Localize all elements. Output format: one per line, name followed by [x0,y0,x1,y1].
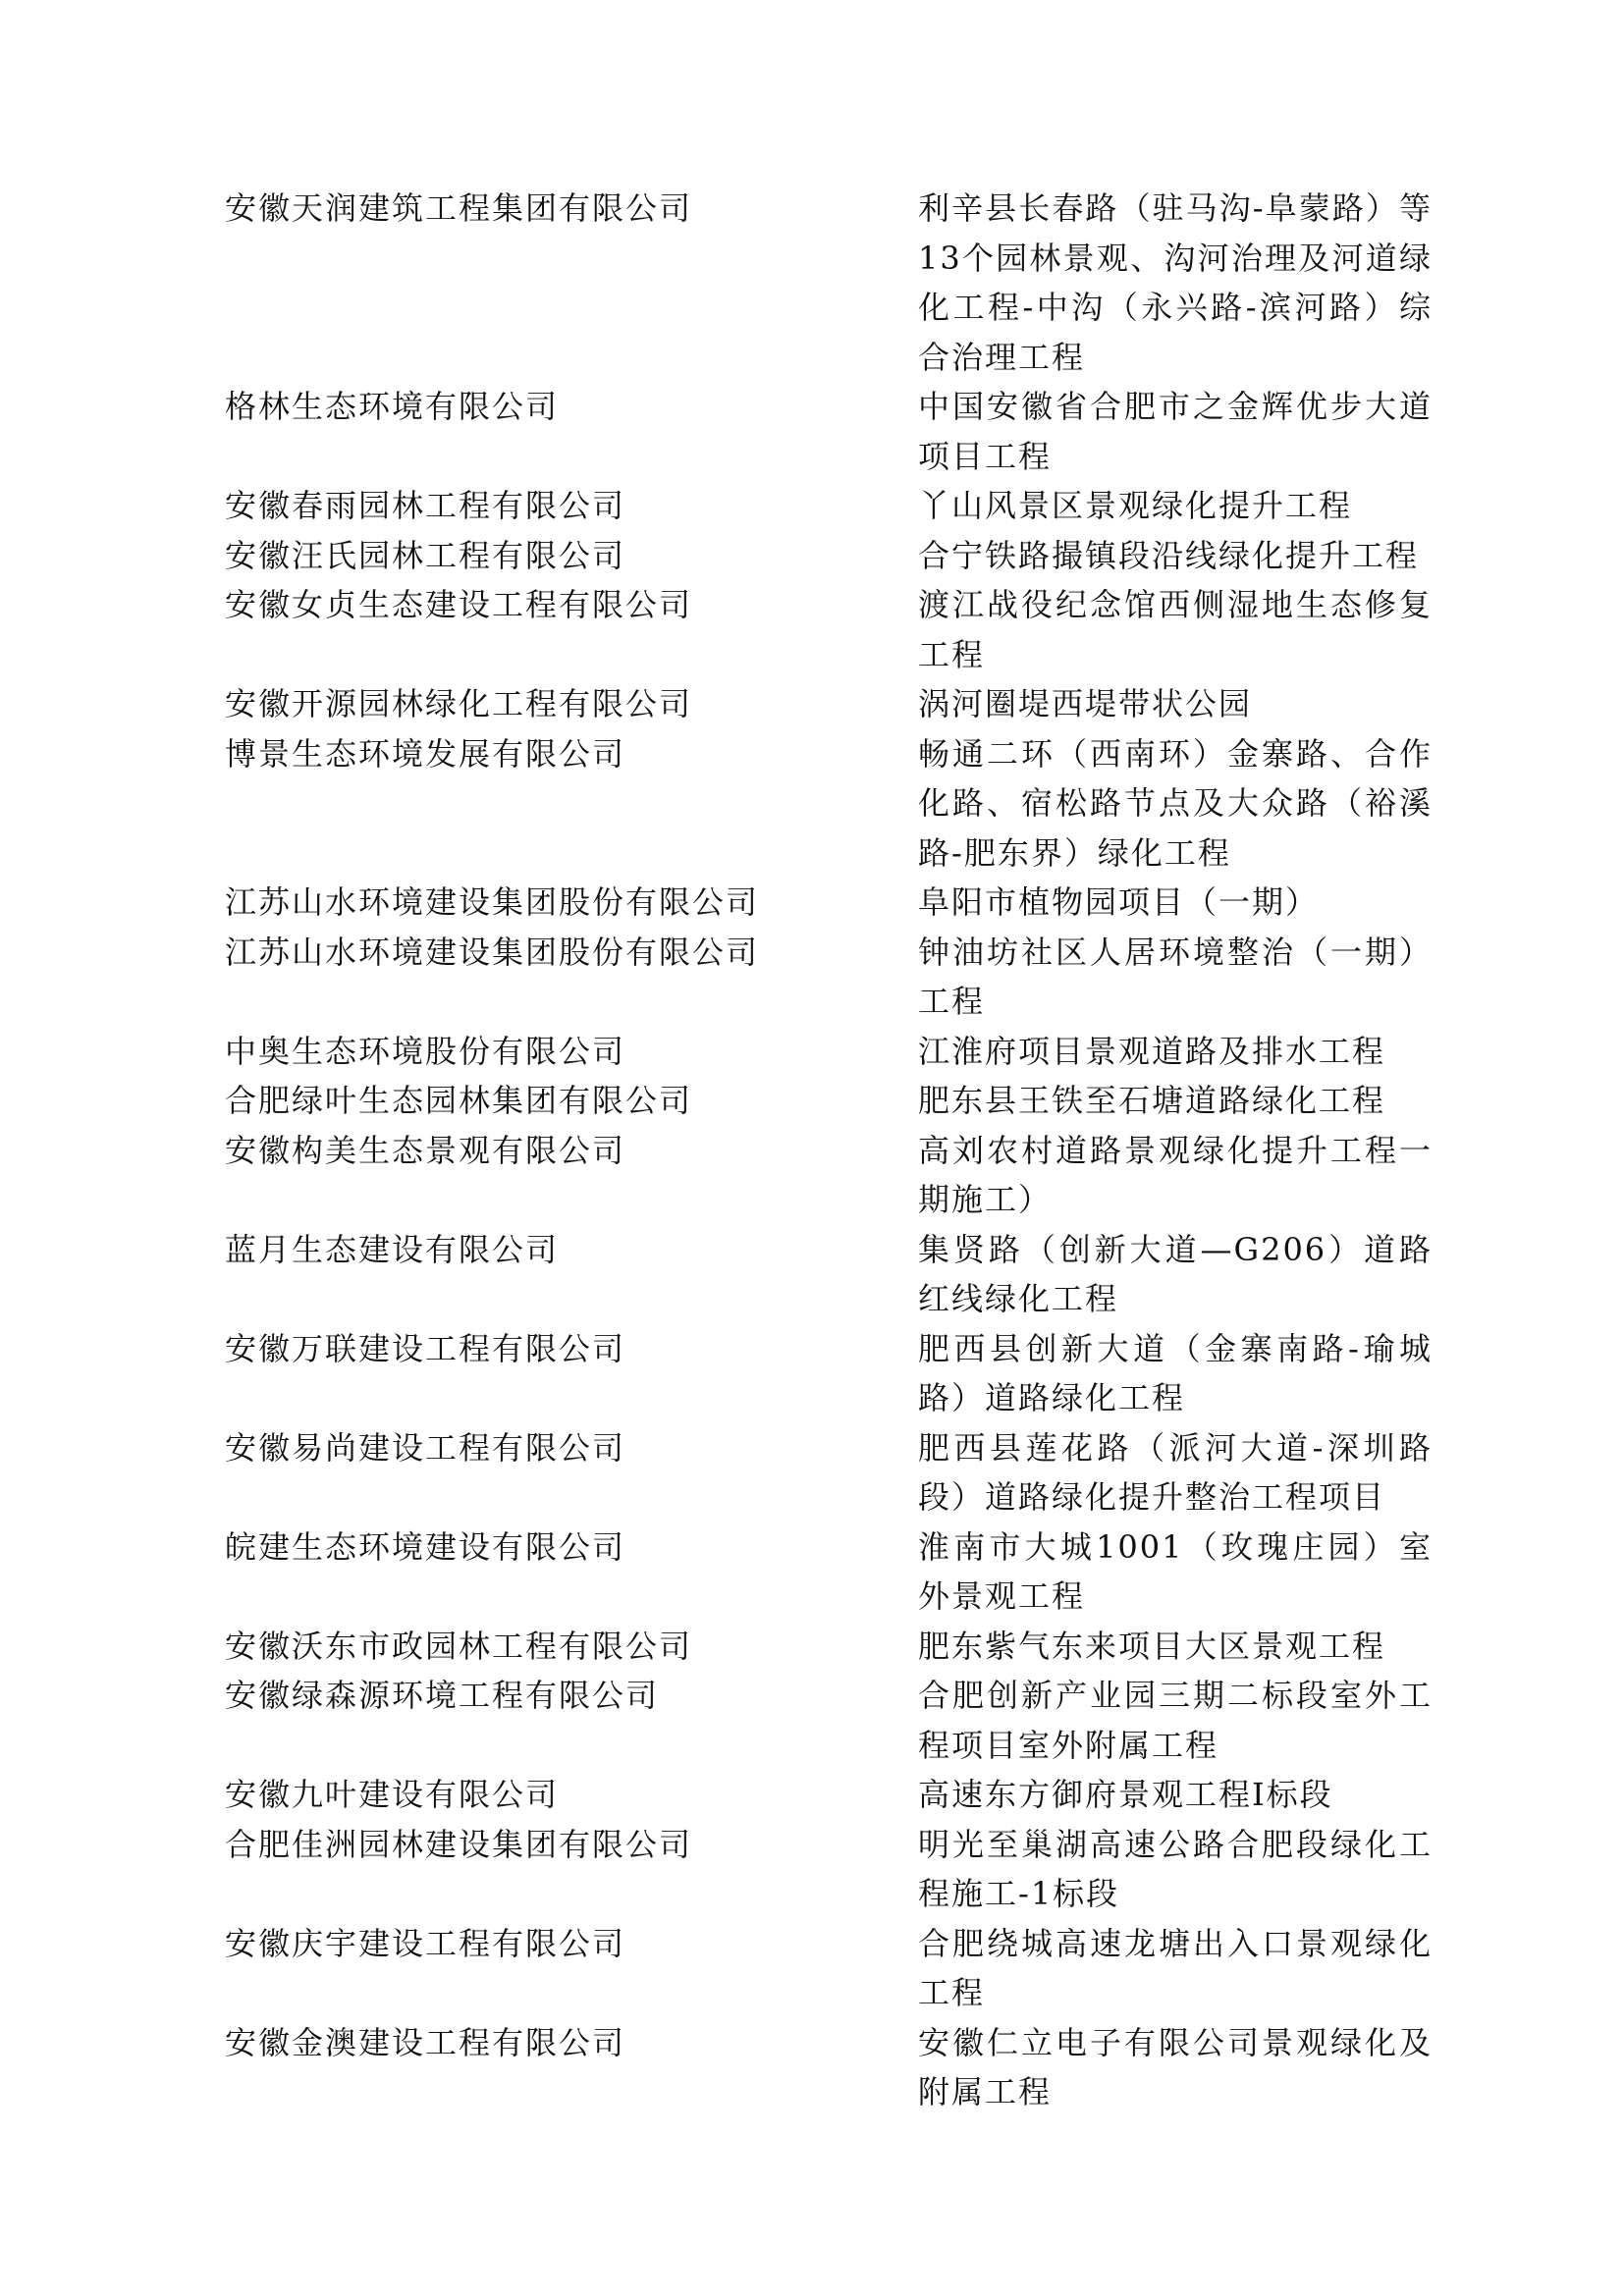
entry-row [225,2018,1433,2117]
entry-row [225,580,1433,679]
entry-row [225,1522,1433,1622]
company-name: 合肥绿叶生态园林集团有限公司 [225,1082,693,1119]
entry-row [225,1622,1433,1672]
project-name: 合肥绕城高速龙塘出入口景观绿化工程 [918,1924,1433,2011]
company-name: 皖建生态环境建设有限公司 [225,1527,626,1566]
project-name: 高速东方御府景观工程Ⅰ标段 [918,1776,1333,1813]
project-name: 集贤路（创新大道—G206）道路红线绿化工程 [918,1230,1433,1317]
company-name: 安徽开源园林绿化工程有限公司 [225,685,693,722]
company-name: 安徽庆宇建设工程有限公司 [225,1924,626,1962]
company-name: 安徽女贞生态建设工程有限公司 [225,586,693,623]
entry-row [225,481,1433,531]
project-name: 明光至巢湖高速公路合肥段绿化工程施工-1标段 [918,1825,1433,1912]
project-name: 合宁铁路撮镇段沿线绿化提升工程 [918,536,1420,574]
project-name: 肥西县创新大道（金寨南路-瑜城路）道路绿化工程 [918,1329,1433,1416]
entry-row [225,928,1433,1027]
entry-row [225,1324,1433,1423]
entry-list [225,184,1433,2117]
company-name: 安徽汪氏园林工程有限公司 [225,536,626,574]
company-name: 安徽金澳建设工程有限公司 [225,2023,626,2061]
project-name: 江淮府项目景观道路及排水工程 [918,1032,1386,1070]
company-name: 格林生态环境有限公司 [225,388,560,425]
project-name: 丫山风景区景观绿化提升工程 [918,487,1353,524]
project-name: 肥东县王铁至石塘道路绿化工程 [918,1082,1386,1119]
project-name: 安徽仁立电子有限公司景观绿化及附属工程 [918,2023,1433,2110]
project-name: 钟油坊社区人居环境整治（一期）工程 [918,933,1433,1020]
entry-row [225,878,1433,928]
entry-row [225,1820,1433,1919]
company-name: 江苏山水环境建设集团股份有限公司 [225,933,760,971]
entry-row [225,531,1433,581]
entry-row [225,1126,1433,1225]
project-name: 涡河圈堤西堤带状公园 [918,685,1253,722]
entry-row [225,1919,1433,2018]
company-name: 安徽绿森源环境工程有限公司 [225,1677,660,1714]
project-name: 肥西县莲花路（派河大道-深圳路段）道路绿化提升整治工程项目 [918,1428,1433,1516]
company-name: 安徽易尚建设工程有限公司 [225,1428,626,1467]
project-name: 高刘农村道路景观绿化提升工程一期施工） [918,1131,1433,1218]
company-name: 安徽春雨园林工程有限公司 [225,487,626,524]
entry-row [225,679,1433,729]
project-name: 中国安徽省合肥市之金辉优步大道项目工程 [918,388,1433,475]
company-name: 中奥生态环境股份有限公司 [225,1032,626,1070]
entry-row [225,1225,1433,1324]
project-name: 畅通二环（西南环）金寨路、合作化路、宿松路节点及大众路（裕溪路-肥东界）绿化工程 [918,734,1433,872]
company-name: 安徽九叶建设有限公司 [225,1776,560,1813]
entry-row [225,1027,1433,1077]
entry-row [225,184,1433,382]
company-name: 合肥佳洲园林建设集团有限公司 [225,1825,693,1863]
project-name: 渡江战役纪念馆西侧湿地生态修复工程 [918,586,1433,673]
company-name: 博景生态环境发展有限公司 [225,734,626,773]
project-name: 合肥创新产业园三期二标段室外工程项目室外附属工程 [918,1677,1433,1764]
company-name: 安徽万联建设工程有限公司 [225,1329,626,1367]
project-name: 利辛县长春路（驻马沟-阜蒙路）等13个园林景观、沟河治理及河道绿化工程-中沟（永兴路-滨河路）综合治理工程 [918,189,1433,376]
entry-row [225,1423,1433,1522]
project-name: 淮南市大城1001（玫瑰庄园）室外景观工程 [918,1527,1433,1615]
entry-row [225,729,1433,879]
company-name: 江苏山水环境建设集团股份有限公司 [225,883,760,921]
project-name: 肥东紫气东来项目大区景观工程 [918,1627,1386,1665]
entry-row [225,1671,1433,1770]
entry-row [225,1770,1433,1820]
entry-row [225,1076,1433,1126]
project-name: 阜阳市植物园项目（一期） [918,883,1320,921]
company-name: 安徽构美生态景观有限公司 [225,1131,626,1169]
company-name: 安徽天润建筑工程集团有限公司 [225,189,693,227]
company-name: 安徽沃东市政园林工程有限公司 [225,1627,693,1665]
entry-row [225,382,1433,481]
company-name: 蓝月生态建设有限公司 [225,1230,560,1268]
